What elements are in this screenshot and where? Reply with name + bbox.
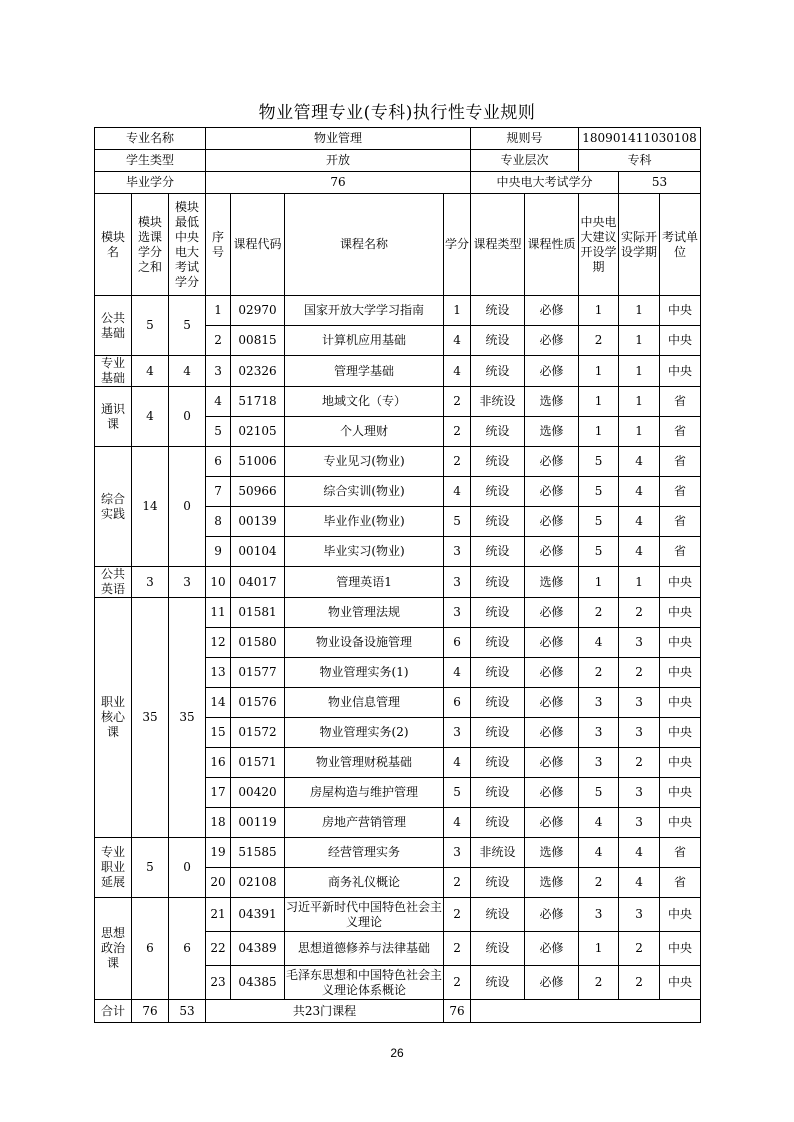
course-code: 51718 [231,387,285,417]
course-exam-unit: 中央 [660,296,701,326]
course-actual-term: 4 [619,447,660,477]
course-exam-unit: 中央 [660,718,701,748]
course-nature: 必修 [525,296,579,326]
module-min: 0 [169,387,206,447]
course-name: 专业见习(物业) [285,447,444,477]
course-nature: 必修 [525,688,579,718]
course-nature: 必修 [525,718,579,748]
level-label: 专业层次 [471,150,579,172]
total-min: 53 [169,1000,206,1023]
grad-credits-value: 76 [206,172,471,194]
course-exam-unit: 省 [660,417,701,447]
course-name: 房屋构造与维护管理 [285,778,444,808]
course-exam-unit: 中央 [660,808,701,838]
course-code: 02970 [231,296,285,326]
total-sum: 76 [132,1000,169,1023]
course-nature: 选修 [525,567,579,598]
course-nature: 必修 [525,326,579,356]
course-exam-unit: 中央 [660,567,701,598]
course-actual-term: 3 [619,688,660,718]
course-code: 01571 [231,748,285,778]
course-name: 物业管理财税基础 [285,748,444,778]
course-credit: 5 [444,507,471,537]
course-seq: 7 [206,477,231,507]
course-credit: 2 [444,417,471,447]
course-credit: 6 [444,628,471,658]
course-credit: 2 [444,898,471,932]
course-exam-unit: 省 [660,537,701,567]
course-actual-term: 1 [619,326,660,356]
course-exam-unit: 省 [660,387,701,417]
course-code: 02105 [231,417,285,447]
course-type: 统设 [471,326,525,356]
course-type: 统设 [471,748,525,778]
course-type: 统设 [471,507,525,537]
module-min: 4 [169,356,206,387]
header-module-sum: 模块选课学分之和 [132,194,169,296]
course-seq: 10 [206,567,231,598]
course-code: 01577 [231,658,285,688]
course-type: 统设 [471,688,525,718]
course-actual-term: 4 [619,838,660,868]
course-suggest-term: 5 [579,537,619,567]
course-credit: 5 [444,778,471,808]
course-seq: 21 [206,898,231,932]
course-code: 01576 [231,688,285,718]
course-seq: 23 [206,966,231,1000]
header-suggest-term: 中央电大建议开设学期 [579,194,619,296]
course-exam-unit: 省 [660,838,701,868]
course-seq: 11 [206,598,231,628]
course-code: 00104 [231,537,285,567]
total-credits: 76 [444,1000,471,1023]
course-credit: 4 [444,748,471,778]
course-code: 00420 [231,778,285,808]
course-type: 统设 [471,658,525,688]
total-row [95,1000,701,1023]
course-type: 统设 [471,966,525,1000]
course-nature: 必修 [525,598,579,628]
course-actual-term: 4 [619,507,660,537]
course-nature: 必修 [525,537,579,567]
course-code: 04389 [231,932,285,966]
course-suggest-term: 2 [579,598,619,628]
course-suggest-term: 2 [579,966,619,1000]
course-nature: 必修 [525,898,579,932]
course-code: 00139 [231,507,285,537]
course-suggest-term: 2 [579,326,619,356]
table-row [95,898,701,932]
module-min: 6 [169,898,206,1000]
course-credit: 4 [444,326,471,356]
header-course-nature: 课程性质 [525,194,579,296]
header-seq: 序号 [206,194,231,296]
table-row [95,356,701,387]
course-suggest-term: 5 [579,507,619,537]
course-suggest-term: 1 [579,417,619,447]
module-name: 思想政治课 [95,898,132,1000]
course-actual-term: 4 [619,477,660,507]
header-row [95,194,701,296]
info-row [95,128,701,150]
module-sum: 5 [132,296,169,356]
course-name: 商务礼仪概论 [285,868,444,898]
major-name-value: 物业管理 [206,128,471,150]
course-code: 04017 [231,567,285,598]
header-course-type: 课程类型 [471,194,525,296]
course-exam-unit: 中央 [660,748,701,778]
course-type: 统设 [471,628,525,658]
course-nature: 必修 [525,507,579,537]
course-suggest-term: 3 [579,748,619,778]
course-exam-unit: 中央 [660,966,701,1000]
course-type: 非统设 [471,387,525,417]
course-name: 个人理财 [285,417,444,447]
course-seq: 2 [206,326,231,356]
course-exam-unit: 省 [660,868,701,898]
course-type: 统设 [471,598,525,628]
course-seq: 19 [206,838,231,868]
total-courses: 共23门课程 [206,1000,444,1023]
rules-table [94,127,701,1023]
level-value: 专科 [579,150,701,172]
course-nature: 选修 [525,838,579,868]
course-credit: 4 [444,356,471,387]
course-type: 统设 [471,778,525,808]
header-credit: 学分 [444,194,471,296]
course-name: 经营管理实务 [285,838,444,868]
course-credit: 3 [444,598,471,628]
course-actual-term: 1 [619,417,660,447]
course-suggest-term: 2 [579,868,619,898]
course-name: 物业信息管理 [285,688,444,718]
course-credit: 1 [444,296,471,326]
total-blank [471,1000,701,1023]
course-type: 统设 [471,868,525,898]
course-actual-term: 2 [619,966,660,1000]
course-actual-term: 2 [619,658,660,688]
course-name: 物业设备设施管理 [285,628,444,658]
header-code: 课程代码 [231,194,285,296]
header-actual-term: 实际开设学期 [619,194,660,296]
module-min: 0 [169,447,206,567]
course-seq: 9 [206,537,231,567]
course-actual-term: 1 [619,296,660,326]
course-seq: 12 [206,628,231,658]
course-suggest-term: 4 [579,838,619,868]
course-exam-unit: 中央 [660,688,701,718]
module-sum: 14 [132,447,169,567]
course-credit: 6 [444,688,471,718]
course-type: 统设 [471,718,525,748]
course-type: 非统设 [471,838,525,868]
course-credit: 4 [444,658,471,688]
course-name: 房地产营销管理 [285,808,444,838]
course-name: 物业管理法规 [285,598,444,628]
module-sum: 4 [132,356,169,387]
info-row [95,150,701,172]
module-sum: 3 [132,567,169,598]
course-suggest-term: 3 [579,718,619,748]
course-name: 物业管理实务(2) [285,718,444,748]
course-name: 管理英语1 [285,567,444,598]
course-credit: 3 [444,537,471,567]
course-nature: 必修 [525,628,579,658]
course-nature: 必修 [525,778,579,808]
table-row [95,447,701,477]
table-row [95,296,701,326]
course-name: 毛泽东思想和中国特色社会主义理论体系概论 [285,966,444,1000]
central-exam-label: 中央电大考试学分 [471,172,619,194]
course-code: 02108 [231,868,285,898]
course-suggest-term: 1 [579,387,619,417]
course-suggest-term: 5 [579,477,619,507]
course-exam-unit: 省 [660,447,701,477]
course-suggest-term: 5 [579,778,619,808]
course-actual-term: 3 [619,898,660,932]
course-suggest-term: 3 [579,688,619,718]
course-seq: 3 [206,356,231,387]
course-actual-term: 1 [619,567,660,598]
header-module-min: 模块最低中央电大考试学分 [169,194,206,296]
course-code: 51585 [231,838,285,868]
course-type: 统设 [471,808,525,838]
course-nature: 选修 [525,417,579,447]
course-exam-unit: 中央 [660,628,701,658]
course-code: 02326 [231,356,285,387]
course-code: 04385 [231,966,285,1000]
course-name: 地域文化（专） [285,387,444,417]
course-actual-term: 4 [619,537,660,567]
course-nature: 必修 [525,966,579,1000]
course-credit: 2 [444,447,471,477]
module-name: 公共英语 [95,567,132,598]
course-code: 50966 [231,477,285,507]
course-exam-unit: 中央 [660,598,701,628]
module-min: 35 [169,598,206,838]
course-code: 00119 [231,808,285,838]
course-seq: 13 [206,658,231,688]
course-code: 01580 [231,628,285,658]
course-actual-term: 1 [619,356,660,387]
course-code: 51006 [231,447,285,477]
course-suggest-term: 5 [579,447,619,477]
info-row [95,172,701,194]
course-name: 习近平新时代中国特色社会主义理论 [285,898,444,932]
course-seq: 22 [206,932,231,966]
course-exam-unit: 省 [660,477,701,507]
table-row [95,598,701,628]
table-row [95,387,701,417]
course-actual-term: 3 [619,628,660,658]
course-type: 统设 [471,447,525,477]
course-suggest-term: 1 [579,932,619,966]
module-min: 0 [169,838,206,898]
course-nature: 必修 [525,808,579,838]
course-suggest-term: 4 [579,808,619,838]
course-actual-term: 2 [619,598,660,628]
module-sum: 5 [132,838,169,898]
course-type: 统设 [471,296,525,326]
course-credit: 2 [444,868,471,898]
course-name: 物业管理实务(1) [285,658,444,688]
course-credit: 3 [444,718,471,748]
course-type: 统设 [471,417,525,447]
course-actual-term: 1 [619,387,660,417]
module-name: 专业职业延展 [95,838,132,898]
course-seq: 17 [206,778,231,808]
grad-credits-label: 毕业学分 [95,172,206,194]
module-sum: 6 [132,898,169,1000]
course-nature: 必修 [525,356,579,387]
course-credit: 2 [444,932,471,966]
course-nature: 选修 [525,868,579,898]
table-row [95,838,701,868]
course-name: 管理学基础 [285,356,444,387]
course-seq: 18 [206,808,231,838]
student-type-value: 开放 [206,150,471,172]
course-actual-term: 4 [619,868,660,898]
header-exam-unit: 考试单位 [660,194,701,296]
course-actual-term: 3 [619,778,660,808]
course-seq: 15 [206,718,231,748]
course-actual-term: 2 [619,748,660,778]
course-suggest-term: 4 [579,628,619,658]
document-title: 物业管理专业(专科)执行性专业规则 [258,103,536,123]
course-actual-term: 3 [619,718,660,748]
course-seq: 14 [206,688,231,718]
course-seq: 16 [206,748,231,778]
course-seq: 6 [206,447,231,477]
course-name: 国家开放大学学习指南 [285,296,444,326]
header-module: 模块名 [95,194,132,296]
course-suggest-term: 1 [579,296,619,326]
module-sum: 35 [132,598,169,838]
module-min: 3 [169,567,206,598]
course-credit: 4 [444,477,471,507]
course-code: 00815 [231,326,285,356]
course-credit: 3 [444,838,471,868]
major-name-label: 专业名称 [95,128,206,150]
course-type: 统设 [471,356,525,387]
page-number: 26 [390,1046,404,1060]
course-name: 综合实训(物业) [285,477,444,507]
course-suggest-term: 3 [579,898,619,932]
course-suggest-term: 2 [579,658,619,688]
course-type: 统设 [471,537,525,567]
module-name: 公共基础 [95,296,132,356]
course-name: 毕业作业(物业) [285,507,444,537]
course-actual-term: 3 [619,808,660,838]
course-seq: 20 [206,868,231,898]
course-seq: 8 [206,507,231,537]
module-sum: 4 [132,387,169,447]
course-exam-unit: 中央 [660,326,701,356]
module-name: 职业核心课 [95,598,132,838]
course-nature: 必修 [525,658,579,688]
module-name: 专业基础 [95,356,132,387]
course-name: 毕业实习(物业) [285,537,444,567]
course-credit: 3 [444,567,471,598]
course-nature: 选修 [525,387,579,417]
course-suggest-term: 1 [579,567,619,598]
course-type: 统设 [471,477,525,507]
course-suggest-term: 1 [579,356,619,387]
course-nature: 必修 [525,477,579,507]
course-seq: 4 [206,387,231,417]
course-credit: 4 [444,808,471,838]
course-nature: 必修 [525,447,579,477]
course-name: 思想道德修养与法律基础 [285,932,444,966]
module-name: 综合实践 [95,447,132,567]
course-exam-unit: 中央 [660,898,701,932]
total-label: 合计 [95,1000,132,1023]
course-nature: 必修 [525,932,579,966]
course-name: 计算机应用基础 [285,326,444,356]
module-name: 通识课 [95,387,132,447]
table-row [95,567,701,598]
course-exam-unit: 中央 [660,356,701,387]
course-code: 01572 [231,718,285,748]
rule-no-value: 180901411030108 [579,128,701,150]
header-name: 课程名称 [285,194,444,296]
rule-no-label: 规则号 [471,128,579,150]
course-type: 统设 [471,898,525,932]
course-credit: 2 [444,966,471,1000]
course-code: 01581 [231,598,285,628]
course-exam-unit: 中央 [660,778,701,808]
module-min: 5 [169,296,206,356]
course-exam-unit: 省 [660,507,701,537]
course-exam-unit: 中央 [660,932,701,966]
course-nature: 必修 [525,748,579,778]
course-type: 统设 [471,567,525,598]
course-actual-term: 2 [619,932,660,966]
student-type-label: 学生类型 [95,150,206,172]
course-type: 统设 [471,932,525,966]
course-seq: 5 [206,417,231,447]
course-code: 04391 [231,898,285,932]
course-exam-unit: 中央 [660,658,701,688]
course-seq: 1 [206,296,231,326]
central-exam-value: 53 [619,172,701,194]
course-credit: 2 [444,387,471,417]
